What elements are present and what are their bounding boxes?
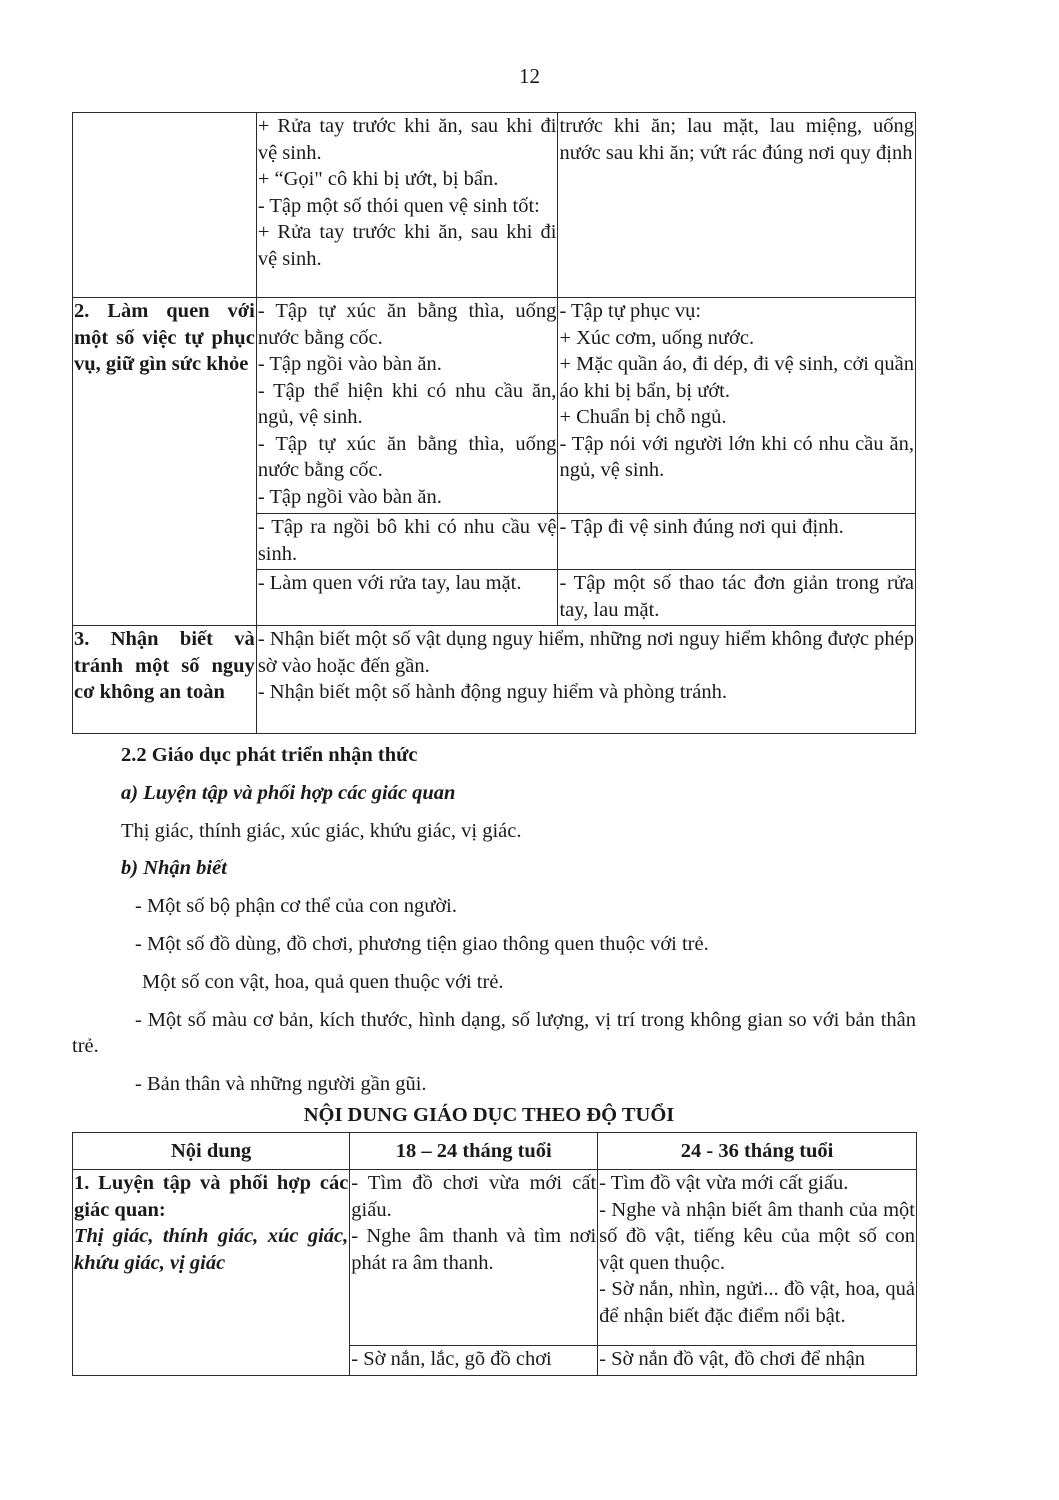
list-item: - Tập ngồi vào bàn ăn. bbox=[257, 353, 442, 375]
list-item: + Xúc cơm, uống nước. bbox=[559, 326, 755, 349]
age-18-24-cell bbox=[256, 113, 558, 298]
row-subtitle: Thị giác, thính giác, xúc giác, khứu giác, vị giác bbox=[74, 1225, 349, 1274]
list-item: - Sờ nắn đồ vật, đồ chơi để nhận bbox=[599, 1348, 866, 1370]
list-item: - Tập đi vệ sinh đúng nơi qui định. bbox=[559, 516, 844, 538]
age-24-36-cell bbox=[598, 1346, 917, 1376]
table-row bbox=[73, 113, 916, 298]
list-item: - Sờ nắn, lắc, gõ đồ chơi bbox=[351, 1348, 552, 1370]
table-row bbox=[73, 626, 916, 734]
list-item: - Tập tự xúc ăn bằng thìa, uống nước bằng cốc. bbox=[257, 432, 557, 481]
subheading-a: a) Luyện tập và phối hợp các giác quan bbox=[121, 782, 456, 804]
list-item: + Rửa tay trước khi ăn, sau khi đi vệ sinh. bbox=[257, 115, 557, 164]
list-item: trước khi ăn; lau mặt, lau miệng, uống nước sau khi ăn; vứt rác đúng nơi quy định bbox=[559, 115, 914, 164]
paragraph: Thị giác, thính giác, xúc giác, khứu giác, vị giác. bbox=[121, 820, 522, 842]
column-header: 18 – 24 tháng tuổi bbox=[350, 1133, 598, 1170]
list-item: + Mặc quần áo, đi dép, đi vệ sinh, cởi quần áo khi bị bẩn, bị ướt. bbox=[559, 353, 914, 402]
row-title: 3. Nhận biết và tránh một số nguy cơ không an toàn bbox=[74, 628, 255, 703]
list-item: + “Gọi" cô khi bị ướt, bị bẩn. bbox=[257, 168, 499, 190]
content-table-age bbox=[72, 1132, 917, 1376]
table-header-row bbox=[73, 1133, 917, 1170]
column-header: 24 - 36 tháng tuổi bbox=[598, 1133, 917, 1170]
age-18-24-cell bbox=[256, 514, 558, 570]
row-title-cell bbox=[73, 1170, 350, 1376]
row-title-cell bbox=[73, 113, 257, 298]
row-title-cell bbox=[73, 298, 257, 626]
row-title-cell bbox=[73, 626, 257, 734]
section-heading: 2.2 Giáo dục phát triển nhận thức bbox=[121, 744, 418, 766]
table-title: NỘI DUNG GIÁO DỤC THEO ĐỘ TUỔI bbox=[303, 1104, 675, 1126]
list-item: - Tập ngồi vào bàn ăn. bbox=[257, 485, 442, 508]
table-row bbox=[73, 298, 916, 514]
age-24-36-cell bbox=[558, 113, 916, 298]
list-item: - Tìm đồ vật vừa mới cất giấu. bbox=[599, 1172, 849, 1194]
list-item: - Nhận biết một số vật dụng nguy hiểm, những nơi nguy hiểm không được phép sờ vào hoặc đến gần. bbox=[257, 628, 914, 677]
list-item: - Làm quen với rửa tay, lau mặt. bbox=[257, 572, 522, 594]
content-table-health bbox=[72, 112, 916, 734]
list-item: - Một số màu cơ bản, kích thước, hình dạng, số lượng, vị trí trong không gian so với bản thân trẻ. bbox=[72, 1009, 916, 1057]
list-item: - Tập nói với người lớn khi có nhu cầu ăn, ngủ, vệ sinh. bbox=[559, 432, 914, 481]
list-item: - Một số bộ phận cơ thể của con người. bbox=[135, 895, 458, 917]
list-item: - Tập thể hiện khi có nhu cầu ăn, ngủ, vệ sinh. bbox=[257, 379, 557, 428]
list-item: - Tập tự phục vụ: bbox=[559, 300, 702, 322]
age-24-36-cell bbox=[558, 514, 916, 570]
age-24-36-cell bbox=[558, 570, 916, 626]
list-item: - Nghe và nhận biết âm thanh của một số đồ vật, tiếng kêu của một số con vật quen thuộc. bbox=[599, 1198, 915, 1274]
merged-age-cell bbox=[256, 626, 915, 734]
list-item: - Một số đồ dùng, đồ chơi, phương tiện giao thông quen thuộc với trẻ. bbox=[135, 933, 709, 955]
list-item: - Nhận biết một số hành động nguy hiểm và phòng tránh. bbox=[257, 681, 727, 703]
subheading-b: b) Nhận biết bbox=[121, 857, 227, 879]
list-item: - Tập một số thói quen vệ sinh tốt: bbox=[257, 194, 540, 217]
row-title: 2. Làm quen với một số việc tự phục vụ, giữ gìn sức khỏe bbox=[74, 300, 255, 375]
list-item: - Tìm đồ chơi vừa mới cất giấu. bbox=[351, 1172, 597, 1221]
table-row bbox=[73, 1170, 917, 1346]
list-item: - Sờ nắn, nhìn, ngửi... đồ vật, hoa, quả để nhận biết đặc điểm nổi bật. bbox=[599, 1278, 915, 1327]
list-item: - Nghe âm thanh và tìm nơi phát ra âm thanh. bbox=[351, 1225, 597, 1274]
list-item: Một số con vật, hoa, quả quen thuộc với trẻ. bbox=[142, 971, 504, 993]
age-18-24-cell bbox=[256, 298, 558, 514]
list-item: - Tập ra ngồi bô khi có nhu cầu vệ sinh. bbox=[257, 516, 557, 565]
column-header: Nội dung bbox=[73, 1133, 350, 1170]
page-number: 12 bbox=[519, 64, 540, 88]
list-item: - Tập tự xúc ăn bằng thìa, uống nước bằng cốc. bbox=[257, 300, 557, 349]
age-18-24-cell bbox=[350, 1346, 598, 1376]
age-18-24-cell bbox=[256, 570, 558, 626]
age-18-24-cell bbox=[350, 1170, 598, 1346]
list-item: + Rửa tay trước khi ăn, sau khi đi vệ sinh. bbox=[257, 221, 557, 270]
row-title: 1. Luyện tập và phối hợp các giác quan: bbox=[74, 1172, 349, 1221]
age-24-36-cell bbox=[558, 298, 916, 514]
list-item: - Bản thân và những người gần gũi. bbox=[135, 1073, 427, 1095]
list-item: - Tập một số thao tác đơn giản trong rửa tay, lau mặt. bbox=[559, 572, 914, 621]
list-item: + Chuẩn bị chỗ ngủ. bbox=[559, 406, 727, 428]
cognitive-section bbox=[72, 742, 916, 1128]
age-24-36-cell bbox=[598, 1170, 917, 1346]
